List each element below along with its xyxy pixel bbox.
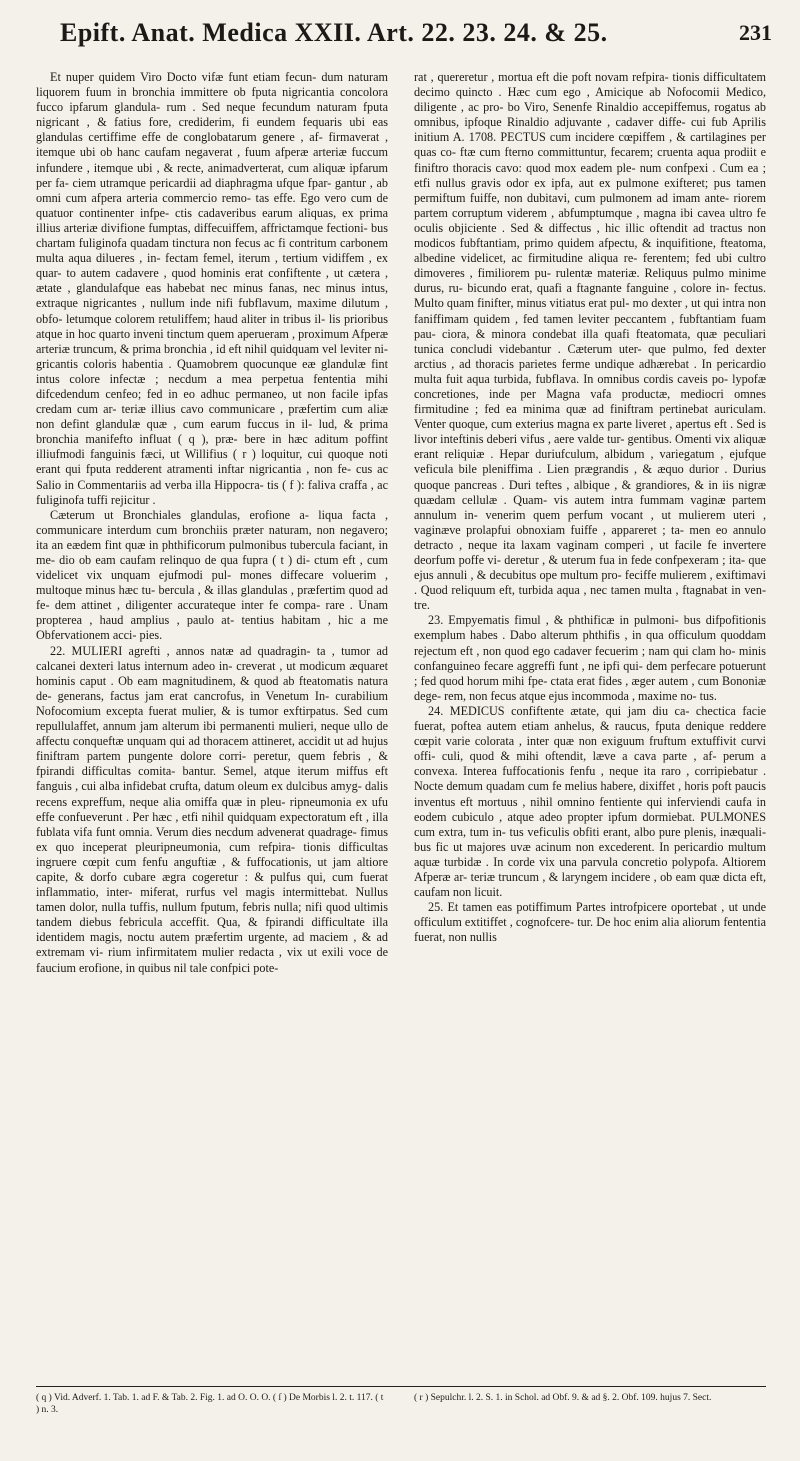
paragraph: Cæterum ut Bronchiales glandulas, erofione a- liqua facta , communicare interdum cum bronchiis præter naturam, non negavero; ita an eædem fint quæ in phthificorum pulmonibus tubercula faciant, in me- dio ob eam caufam relinquo de qua fupra ( t ) di- ctum eft , cum videlicet vix unquam ejufmodi pul- mones diffecare voluerim , multoque minus hæc tu- bercula , & illas glandulas , præfertim quod ad fe- dem attinet , diligenter accurateque inter fe compa- rare . Unam propterea , haud amplius , paulo at- tentius habitam , hic a me Obfervationem acci- pies.	[36, 507, 388, 643]
footnote-divider	[36, 1386, 766, 1387]
right-column	[414, 70, 766, 945]
paragraph: rat , quereretur , mortua eft die poft novam refpira- tionis difficultatem decimo quincto . Hæc cum ego , Amicique ab Nofocomii Medico, diligente , ac pro- bo Viro, Senenfe Rinaldio accepiffemus, rogatus ab omnibus, ipfoque Rinaldio adjuvante , cadaver diffe- cui fub Aprilis initium A. 1708. PECTUS cum incidere cœpiffem , & cartilagines per quas co- ftæ cum fterno committuntur, fecarem; cruenta aqua prodiit e finiftro thoracis cavo: quod mox eadem ple- num confpexi . Cum ea ; etfi nullus gravis odor ex ipfa, aut ex pulmone exifteret; pus tamen permiftum fuiffe, non dubitavi, cum pulmonem ad imam ante- riorem partem corruptum viderem , abfumptumque , magna ibi cavea ultro fe oculis objiciente . Sed & diffectus , hic illic oftendit ad tractus non modicos fubftantiam, primo quidem afpectu, & inquifitione, fteatoma, albedine videlicet, ac firmitudine aliqua re- ferentem; fed ubi cultro dimoveres , fimiliorem pu- rulentæ materiæ. Reliquus pulmo minime durus, ru- bicundo erat, quafi a ftagnante fanguine , colore in- fectus. Multo quam finifter, minus vitiatus erat pul- mo dexter , ut qui intra non faniffimam quidem , fed tamen leviter peccantem , fubftantiam fuam pau- ciora, & minora condebat illa quafi fteatomata, quæ peculiari tunica concludi videbantur . Cæterum uter- que pulmo, fed dexter arctius , ad thoracis parietes ferme undique adhærebat . In pericardio multa fuit aqua turbida, fubflava. In omnibus cordis caveis po- lypofæ concretiones, inde per Magna vafa productæ, mediocri omnes firmitudine ; fed ea minima quæ ad finiftram pertinebat auriculam. Venter quoque, cum exterius magna ex parte liveret , apertus eft . Sed is livor inteftinis deberi vifus , aere valde tur- gentibus. Omenti vix aliquæ erant reliquiæ . Hepar duriufculum, albidum , variegatum , ejufque veficula bile pleniffima . Lien prægrandis , & æquo durior . Durius quoque pancreas . Duri teftes , albique , & grandiores, & in iis nigræ quædam cellulæ . Quam- vis autem intra fummam vaginæ partem annulum in- venerim quem perfum vocant , ut mulierem uteri , vaginæve prolapfui obnoxiam fuiffe , appareret ; ta- men eo annulo detracto , neque ita laxam vaginam comperi , ut facile fe invertere deorfum poffe vi- deretur , & uterum fua in fede confpexeram ; ita- que ejus annuli , & decubitus ope multum pro- feciffe mulierem , exiftimavi . Quod reliquum eft, turbida aqua , nec tamen multa , ftagnabat in ven- tre.	[414, 70, 766, 613]
page-number: 231	[739, 20, 772, 45]
running-title: Epift. Anat. Medica XXII. Art. 22. 23. 24. & 25.	[60, 18, 608, 47]
paragraph: 25. Et tamen eas potiffimum Partes introfpicere oportebat , ut unde officulum extitiffet , cognofcere- tur. De hoc enim alia aliorum fententia fuerat, non nullis	[414, 900, 766, 945]
paragraph: Et nuper quidem Viro Docto vifæ funt etiam fecun- dum naturam liquorem fuum in bronchia immittere ob fputa nigricantia concolora fucco ipfarum glandula- rum . Sed neque fecundum naturam fputa nigricant , & fatius fore, crediderim, fi eundem fequaris ubi eas glandulas certiffime effe de conglobatarum genere , af- firmaverat , itemque ubi ob hanc caufam negaverat , fuum afperæ arteriæ fuccum infundere , itemque ubi , & recte, animadverterat, cum aliquæ ipfarum per fa- ciem utramque pericardii ad diaphragma ufque fpar- gantur , ab omni cum afpera arteria commercio remo- tas effe. Ego vero cum de quatuor continenter infpe- ctis cadaveribus earum aliquas, ex prima illius arteriæ divifione fumptas, diffecuiffem, affrictamque fectioni- bus chartam fuliginofa quadam tinctura non fecus ac fi contritum carbonem multa aqua dilueres , in- fectam femel, iterum , tertium vidiffem , ex quar- to autem cadavere , quod hominis erat confiftente , ut cætera , ætate , glandulafque eas habebat nec minus fanas, nec minus intus, extraque nigricantes , nullum inde nifi fubflavum, maxime dilutum , obfo- letumque colorem retuliffem; haud aliter in tribus il- lis prioribus atque in hoc quarto inveni tinctum quem aperueram , proximum Afperæ arteriæ truncum, & prima bronchia , id eft nihil quidquam vel leviter ni- gricantis coloris habentia . Quamobrem quocunque eæ glandulæ fint intus colore infectæ ; necdum a mea perpetua fententia mihi difcedendum cenfeo; fed in eo adhuc permaneo, ut non facile ipfas credam cum ar- teriæ illius cavo communicare , præfertim cum aliæ non defint glandulæ quæ , cum earum fuccus in il- lud, & prima bronchia manifefto influat ( q ), præ- bere in hæc aditum poffint illiufmodi fanguinis fæci, ut Willifius ( r ) loquitur, cui quoque noti erant qui fputa redderent atramenti inftar nigricantia , non fe- cus ac Salio in Commentariis ad verba illa Hippocra- tis ( f ): faliva craffa , ac fuliginofa tuffi rejicitur .	[36, 70, 388, 507]
paragraph: 24. MEDICUS confiftente ætate, qui jam diu ca- chectica facie fuerat, poftea autem etiam anhelus, & raucus, fputa denique reddere cœpit varie colorata , inter quæ non exiguum fruftum extuffivit curvi offi- culi, quod & mihi oftendit, læve a cava parte , af- perum a convexa. Interea fuffocationis fenfu , neque ita raro , corripiebatur . Nocte demum quadam cum fe melius habere, dixiffet , horis poft paucis inventus eft mortuus , nihil omnino fentiente qui inferviendi caufa in eodem cubiculo , atque adeo propter ipfum dormiebat. PULMONES cum extra, tum in- tus veficulis obfiti erant, albo pure plenis, inæquali- bus fic ut majores uvæ acinum non excederent. In pericardio multum aquæ turbidæ . In corde vix una parvula concretio polypofa. Altiorem Afperæ ar- teriæ truncum , & laryngem incidere , ob eam quæ dicta eft, caufam non licuit.	[414, 703, 766, 900]
left-column	[36, 70, 388, 976]
running-header	[0, 18, 800, 58]
paragraph: 23. Empyematis fimul , & phthificæ in pulmoni- bus difpofitionis exemplum habes . Dabo alterum phthifis , in qua officulum quoddam rejectum eft , non quod ego cadaver fecuerim ; nam qui clam ho- minis confanguineo fecare aggreffi funt , ne ipfi qui- dem perfecare potuerunt ; fed quod horum mihi fpe- ctata erat fides , æger autem , cum Bononiæ dege- rem, non fecus atque ejus incommoda , maxime no- tus.	[414, 613, 766, 703]
footnote-right: ( r ) Sepulchr. l. 2. S. 1. in Schol. ad Obf. 9. & ad §. 2. Obf. 109. hujus 7. Sect.	[414, 1393, 712, 1403]
footnote-left: ( q ) Vid. Adverf. 1. Tab. 1. ad F. & Tab. 2. Fig. 1. ad O. O. O. ( ſ ) De Morbis l. 2. t. 117. ( t ) n. 3.	[36, 1393, 384, 1415]
paragraph: 22. MULIERI agrefti , annos natæ ad quadragin- ta , tumor ad calcanei dexteri latus internum adeo in- creverat , ut modicum æquaret hominis caput . Ob eam magnitudinem, & quod ab fteatomatis natura de- generans, factus jam erat cancrofus, in Venetum In- curabilium Nofocomium excepta fuerat mulier, & is tumor exftirpatus. Sed cum repullulaffet, annum jam alterum ibi permanenti mulieri, neque ullo de affectu conqueftæ unquam qui ad thoracem attineret, accidit ut ad hujus finiftram partem pungente dolore corri- peretur, quem febris , & fpirandi difficultas comita- bantur. Semel, atque iterum miffus eft fanguis , cui alba infidebat crufta, datum oleum ex dulcibus amyg- dalis recens expreffum, neque alia omiffa quæ in pleu- ripneumonia ex ufu effe confueverunt . Per hæc , etfi nihil quidquam expectoratum eft , illa fublata vifa funt omnia. Verum dies necdum advenerat quadrage- fimus ex quo inceperat pleuripneumonia, cum refpira- tionis difficultas ingruere cœpit cum fenfu anguftiæ , & fuffocationis, ut jam altiore capite, & dorfo cubare ægra cogeretur : & pulfus qui, cum fuerat inflammatio, inter- miferat, rurfus vel magis intermittebat. Nullus tamen dolor, nulla tuffis, nullum fputum, febris nulla; nifi quod ultimis tandem diebus febricula acceffit. Qua, & fpirandi difficultate illa identidem magis, noctu autem præfertim urgente, ad maciem , & ad extremam vi- rium infirmitatem mulier redacta , vix ut exili voce de faucium erofione, in quibus nil tale confpici pote-	[36, 643, 388, 975]
